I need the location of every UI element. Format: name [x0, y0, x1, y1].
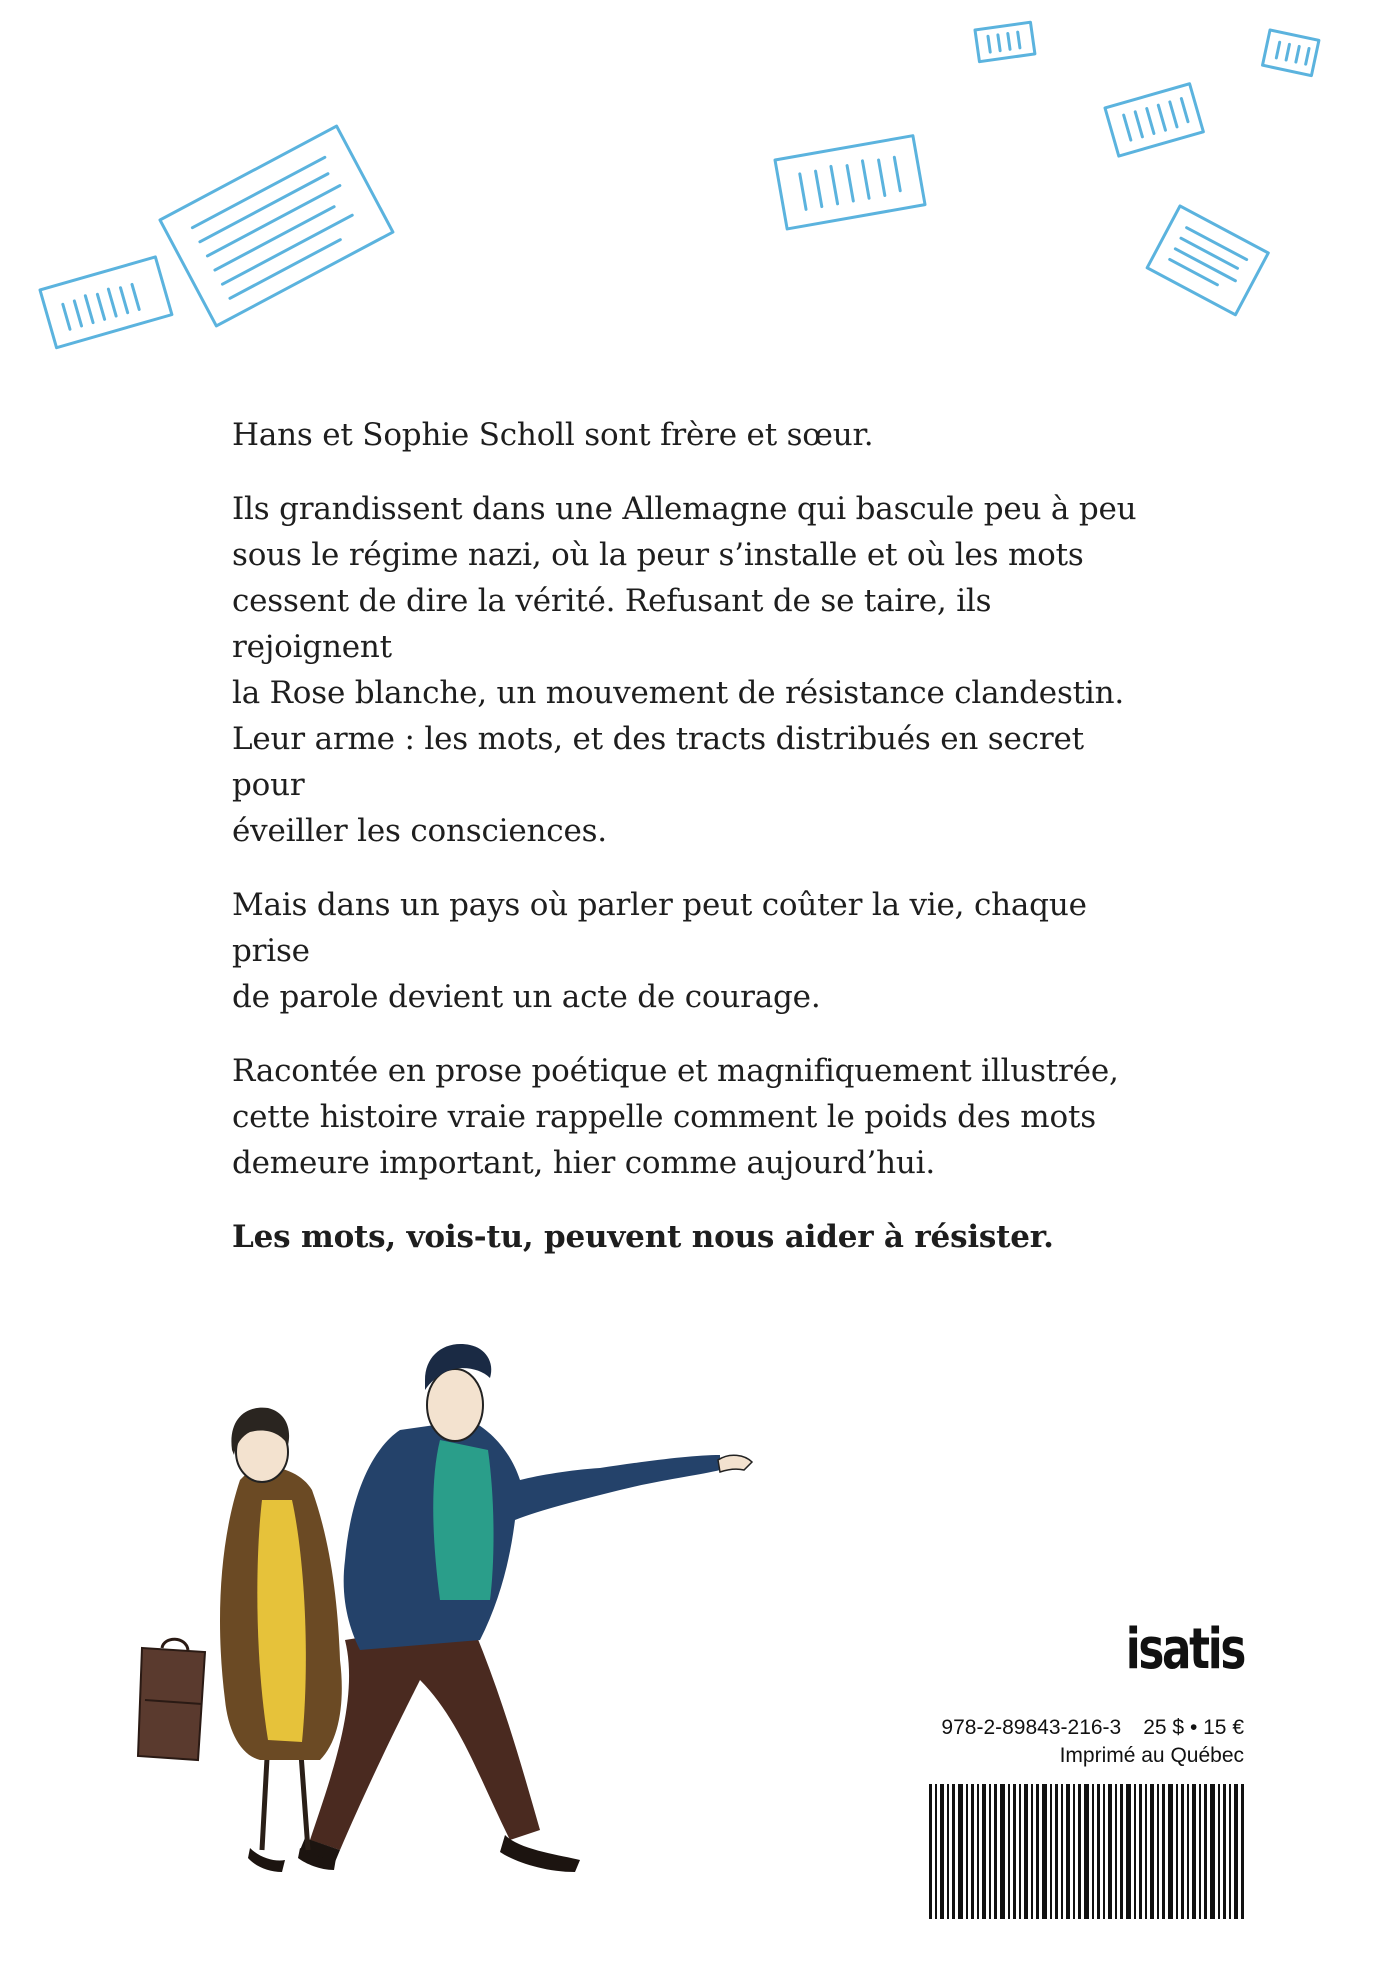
blurb-line: Ils grandissent dans une Allemagne qui bascule peu à peu — [232, 491, 1137, 527]
blurb-paragraph-2 — [232, 486, 1152, 854]
book-metadata — [844, 1714, 1244, 1770]
flying-leaflets-illustration — [0, 0, 1400, 420]
blurb-line: la Rose blanche, un mouvement de résistance clandestin. — [232, 675, 1125, 711]
price: 25 $ • 15 € — [1143, 1716, 1244, 1739]
blurb-paragraph-3 — [232, 882, 1152, 1020]
leaflet-icon — [1147, 206, 1268, 315]
blurb-line: demeure important, hier comme aujourd’hui. — [232, 1145, 936, 1181]
blurb-line: cette histoire vraie rappelle comment le poids des mots — [232, 1099, 1096, 1135]
blurb-line: Racontée en prose poétique et magnifiquement illustrée, — [232, 1053, 1119, 1089]
blurb-line: de parole devient un acte de courage. — [232, 979, 821, 1015]
isbn-price-line — [844, 1714, 1244, 1742]
leaflet-icon — [775, 136, 925, 229]
leaflet-icon — [1105, 84, 1203, 156]
blurb-line: cessent de dire la vérité. Refusant de se taire, ils rejoignent — [232, 583, 992, 665]
leaflet-icon — [160, 126, 393, 326]
blurb-line: Leur arme : les mots, et des tracts distribués en secret pour — [232, 721, 1084, 803]
blurb-closing-line: Les mots, vois-tu, peuvent nous aider à résister. — [232, 1219, 1054, 1255]
leaflet-icon — [1263, 30, 1319, 76]
back-cover-blurb — [232, 412, 1152, 1288]
blurb-line: éveiller les consciences. — [232, 813, 607, 849]
blurb-line: sous le régime nazi, où la peur s’installe et où les mots — [232, 537, 1084, 573]
blurb-paragraph-4 — [232, 1048, 1152, 1186]
leaflet-icon — [975, 22, 1035, 61]
printed-in: Imprimé au Québec — [1059, 1744, 1244, 1767]
blurb-line: Mais dans un pays où parler peut coûter la vie, chaque prise — [232, 887, 1087, 969]
barcode-icon — [929, 1784, 1244, 1919]
isbn: 978-2-89843-216-3 — [941, 1716, 1122, 1739]
blurb-paragraph-1: Hans et Sophie Scholl sont frère et sœur. — [232, 417, 874, 453]
publisher-logo: isatis — [1125, 1617, 1244, 1682]
leaflet-icon — [40, 257, 172, 348]
